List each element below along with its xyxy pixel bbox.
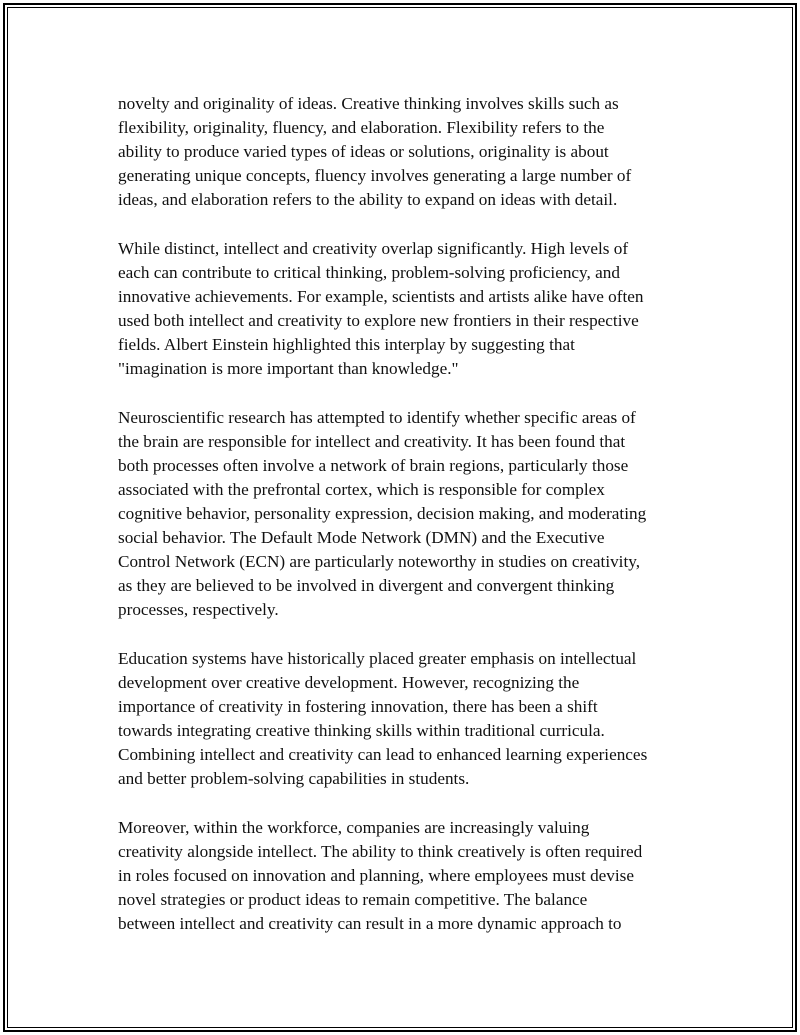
text-line: Education systems have historically placed greater emphasis on intellectual — [118, 648, 637, 668]
text-line: novel strategies or product ideas to remain competitive. The balance — [118, 889, 588, 909]
document-body — [118, 92, 690, 960]
paragraph-education — [118, 647, 690, 792]
text-line: ability to produce varied types of ideas or solutions, originality is about — [118, 142, 609, 162]
text-line: between intellect and creativity can result in a more dynamic approach to — [118, 914, 622, 933]
text-line: While distinct, intellect and creativity overlap significantly. High levels of — [118, 238, 629, 258]
text-line: used both intellect and creativity to explore new frontiers in their respective — [118, 311, 639, 331]
text-line: in roles focused on innovation and planning, where employees must devise — [118, 865, 634, 885]
text-line: each can contribute to critical thinking, problem-solving proficiency, and — [118, 262, 620, 282]
text-line: associated with the prefrontal cortex, which is responsible for complex — [118, 479, 605, 499]
text-line: cognitive behavior, personality expression, decision making, and moderating — [118, 504, 647, 523]
text-line: processes, respectively. — [118, 600, 279, 620]
text-line: both processes often involve a network of brain regions, particularly those — [118, 455, 629, 475]
text-line: and better problem-solving capabilities in students. — [118, 769, 470, 789]
text-line: as they are believed to be involved in divergent and convergent thinking — [118, 576, 615, 596]
text-line: ideas, and elaboration refers to the ability to expand on ideas with detail. — [118, 190, 618, 210]
text-line: generating unique concepts, fluency involves generating a large number of — [118, 166, 632, 186]
text-line: Control Network (ECN) are particularly noteworthy in studies on creativity, — [118, 552, 641, 572]
text-line: innovative achievements. For example, scientists and artists alike have often — [118, 286, 644, 306]
text-line: social behavior. The Default Mode Network (DMN) and the Executive — [118, 528, 605, 548]
paragraph-neuroscience — [118, 406, 690, 623]
text-line: creativity alongside intellect. The ability to think creatively is often required — [118, 841, 643, 861]
text-line: development over creative development. However, recognizing the — [118, 672, 580, 692]
text-line: importance of creativity in fostering innovation, there has been a shift — [118, 696, 598, 716]
text-line: towards integrating creative thinking skills within traditional curricula. — [118, 721, 605, 741]
text-line: the brain are responsible for intellect and creativity. It has been found that — [118, 431, 626, 451]
text-line: Neuroscientific research has attempted to identify whether specific areas of — [118, 407, 636, 427]
text-line: flexibility, originality, fluency, and elaboration. Flexibility refers to the — [118, 118, 605, 138]
text-line: Moreover, within the workforce, companies are increasingly valuing — [118, 817, 590, 837]
paragraph-workforce — [118, 816, 690, 936]
text-line: "imagination is more important than knowledge." — [118, 359, 459, 379]
paragraph-overlap — [118, 237, 690, 382]
text-line: novelty and originality of ideas. Creative thinking involves skills such as — [118, 94, 619, 113]
text-line: Combining intellect and creativity can lead to enhanced learning experiences — [118, 745, 648, 765]
paragraph-creative-skills — [118, 92, 690, 212]
text-line: fields. Albert Einstein highlighted this interplay by suggesting that — [118, 335, 575, 355]
